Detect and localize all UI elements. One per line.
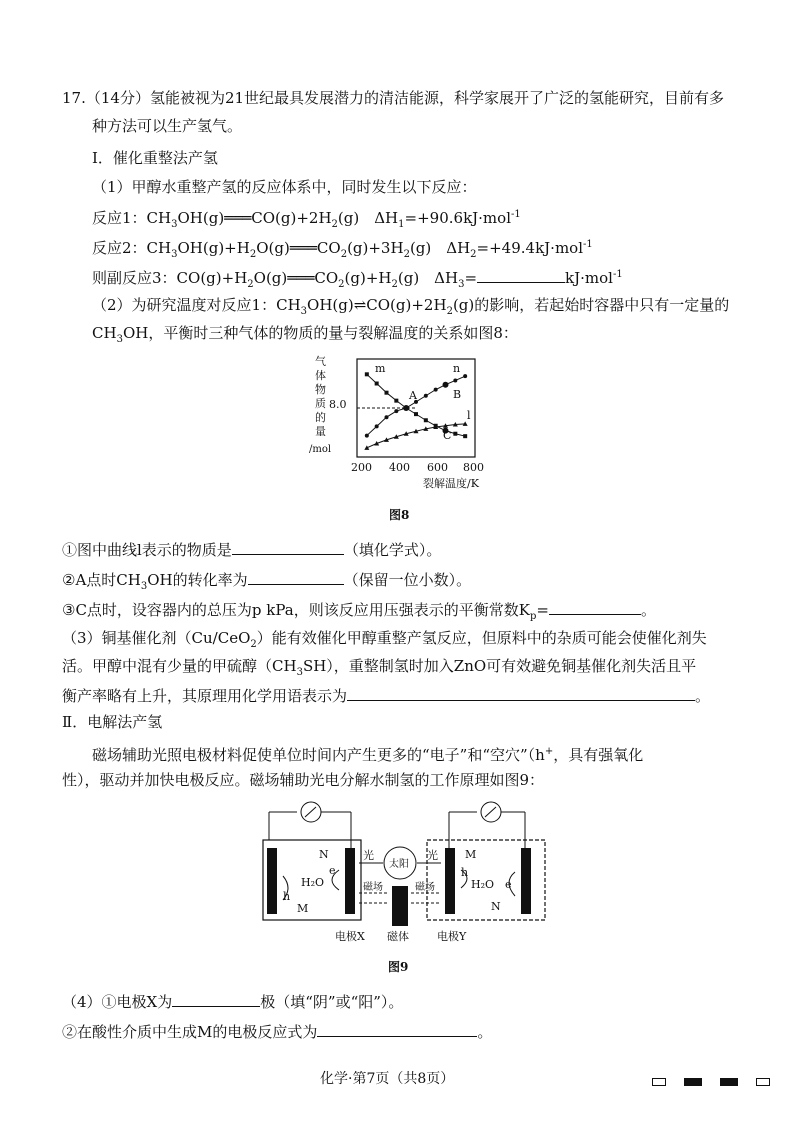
data-point-m [414,412,418,416]
point-label-b: B [453,388,462,401]
data-point-n [463,374,467,378]
part-3-line-2: 活。甲醇中混有少量的甲硫醇$(CH_3SH)$，重整制氢时加入ZnO可有效避免铜基催化剂失活且平 [62,657,697,678]
part-4-q2: ②在酸性介质中生成M的电极反应式为 。 [62,1020,492,1042]
label-e-left: e [329,864,336,877]
part-3-line-3: 衡产率略有上升，其原理用化学用语表示为 。 [62,684,710,706]
label-h-left: h [283,890,291,903]
part-2-intro-cont: $CH_3OH$，平衡时三种气体的物质的量与裂解温度的关系如图8： [92,324,518,345]
data-point-m [375,382,379,386]
figure-9-diagram [255,800,555,948]
curve-label-m: m [375,362,386,375]
section-2-title: Ⅱ．电解法产氢 [62,713,163,731]
electrode-left-outer [267,848,277,914]
label-magnet: 磁体 [387,930,409,943]
series-line-m [367,374,465,436]
data-point-m [463,434,467,438]
part-2-intro: （2）为研究温度对反应1：$CH_3OH(g)\rightleftharpoons CO(g)+2H_2(g)$的影响，若起始时容器中只有一定量的 [92,296,730,317]
magnet [392,886,408,926]
scan-mark-outline [652,1078,666,1086]
scan-mark-filled [720,1078,738,1086]
x-tick-label: 600 [427,461,448,474]
subq-3: ③C点时，设容器内的总压为p kPa，则该反应用压强表示的平衡常数$K_p=$ 。 [62,598,656,627]
y-label-char: 质 [315,397,326,410]
x-tick-label: 200 [351,461,372,474]
series-line-n [367,376,465,435]
label-h2o-left: H₂O [301,876,325,889]
part-4-intro-cont: 性），驱动并加快电极反应。磁场辅助光电分解水制氢的工作原理如图9： [62,771,545,789]
y-tick-label: 8.0 [329,398,347,411]
y-label-char: 量 [315,425,326,438]
part-4-q1: （4）①电极X为 极（填“阴”或“阳”）。 [62,990,403,1012]
answer-blank-q3[interactable] [549,598,641,615]
figure-8-chart [305,355,505,495]
reaction-2: 反应2：$CH_3OH(g)+H_2O(g)═══CO_2(g)+3H_2(g)$ $\Delta H_2=+49.4kJ\cdot mol^{-1}$ [92,239,593,260]
label-n-left: N [319,848,329,861]
question-header-cont: 种方法可以生产氢气。 [92,117,243,135]
answer-blank-electrode[interactable] [172,990,260,1007]
electrode-right-outer [521,848,531,914]
answer-blank-q2[interactable] [248,568,344,585]
page-footer: 化学·第7页（共8页） [320,1071,455,1087]
figure-9-caption: 图9 [388,960,409,974]
answer-blank-q1[interactable] [232,538,344,555]
subq-1: ①图中曲线l表示的物质是 （填化学式）。 [62,538,441,560]
data-point-m [424,418,428,422]
label-h-right: h [461,866,469,879]
label-electrode-x: 电极X [335,930,365,943]
data-point-m [453,432,457,436]
question-header: 17.（14分）氢能被视为21世纪最具发展潜力的清洁能源，科学家展开了广泛的氢能研究，目前有多 [62,89,725,107]
y-label-char: 气 [315,355,326,368]
annotation-point-b [443,382,449,388]
part-4-intro: 磁场辅助光照电极材料促使单位时间内产生更多的“电子”和“空穴”（h+，具有强氧化 [92,746,644,764]
data-point-n [424,394,428,398]
data-point-n [365,434,369,438]
figure-8-caption: 图8 [389,508,410,522]
x-tick-label: 800 [463,461,484,474]
scan-mark-filled [684,1078,702,1086]
data-point-n [394,409,398,413]
scan-marks [652,1071,788,1090]
electrode-x [345,848,355,914]
x-tick-label: 400 [389,461,410,474]
curve-label-l: l [467,409,471,422]
label-h2o-right: H₂O [471,878,495,891]
y-label-char: 的 [315,411,326,424]
section-1-title: Ⅰ．催化重整法产氢 [92,149,218,167]
part-1-intro: （1）甲醇水重整产氢的反应体系中，同时发生以下反应： [92,178,477,196]
point-label-a: A [409,389,417,402]
label-e-right: e [505,878,512,891]
label-electrode-y: 电极Y [437,930,467,943]
data-point-n [385,415,389,419]
part-3-line-1: （3）铜基催化剂（Cu/CeO$_2$）能有效催化甲醇重整产氢反应，但原料中的杂质可能会使催化剂失 [62,629,707,650]
scan-mark-outline [756,1078,770,1086]
data-point-n [434,388,438,392]
answer-blank-reaction[interactable] [317,1020,477,1037]
data-point-m [365,372,369,376]
data-point-n [375,424,379,428]
answer-blank-dh3[interactable] [477,266,565,283]
data-point-n [453,378,457,382]
data-point-m [394,399,398,403]
data-point-m [385,391,389,395]
label-light-left: 光 [363,849,374,862]
x-axis-label: 裂解温度/K [423,477,479,490]
answer-blank-p3[interactable] [347,684,695,701]
label-sun: 太阳 [389,859,409,870]
label-m-right: M [465,848,477,861]
label-light-right: 光 [427,849,438,862]
reaction-3: 则副反应3：$CO(g)+H_2O(g)═══CO_2(g)+H_2(g)$ $\Delta H_3= kJ\cdot mol^{-1}$ [92,265,623,295]
y-label-unit: /mol [309,444,332,455]
curve-label-n: n [453,362,461,375]
annotation-point-a [403,405,409,411]
subq-2: ②A点时$CH_3OH$的转化率为 （保留一位小数）。 [62,568,471,597]
label-n-right: N [491,900,501,913]
reaction-1: 反应1：$CH_3OH(g)═══CO(g)+2H_2(g)$ $\Delta H_1=+90.6kJ\cdot mol^{-1}$ [92,209,521,230]
y-label-char: 体 [315,369,326,382]
label-field-right: 磁场 [415,882,435,893]
y-label-char: 物 [315,383,326,396]
label-field-left: 磁场 [363,882,383,893]
point-label-c: C [443,429,452,442]
label-m-left: M [297,902,309,915]
electrode-y [445,848,455,914]
